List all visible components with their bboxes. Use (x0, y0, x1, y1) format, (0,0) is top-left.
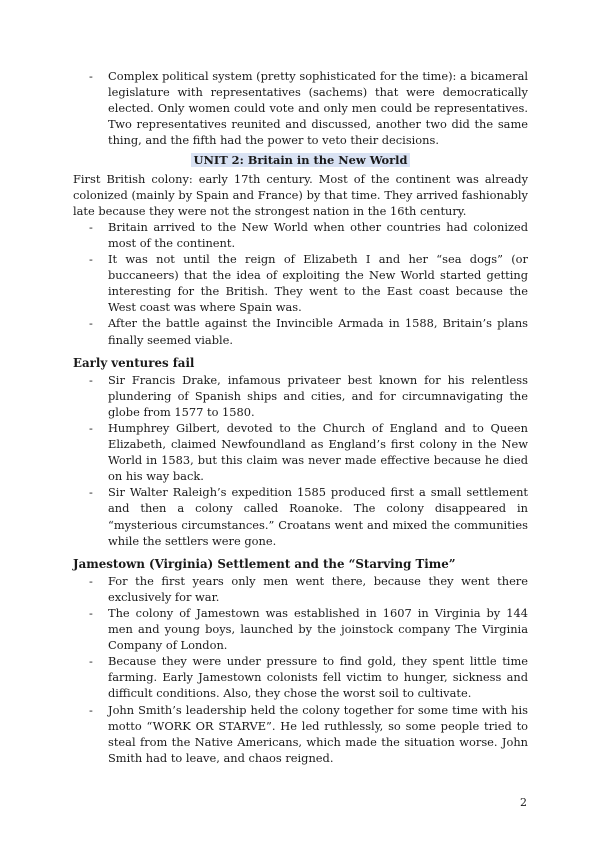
list-item: - Complex political system (pretty sophisticated for the time): a bicameral legislature with representatives (sachems) that were democratically elected. Only women could vote and only men could be representatives. Two representatives reunited and discussed, another two did the same thing, and the fifth had the power to veto their decisions. (73, 68, 528, 148)
unit-heading-text: UNIT 2: Britain in the New World (191, 153, 411, 167)
intro-bullet-list (73, 68, 528, 148)
list-item: - The colony of Jamestown was established in 1607 in Virginia by 144 men and young boys, launched by the joinstock company The Virginia Company of London. (73, 605, 528, 653)
page-number: 2 (520, 796, 527, 809)
document-page (73, 68, 528, 766)
list-item: - For the first years only men went there, because they went there exclusively for war. (73, 573, 528, 605)
list-item: - It was not until the reign of Elizabeth I and her “sea dogs” (or buccaneers) that the idea of exploiting the New World started getting interesting for the British. They went to the East coast because the West coast was where Spain was. (73, 251, 528, 315)
unit-intro-paragraph: First British colony: early 17th century. Most of the continent was already colonized (mainly by Spain and France) by that time. They arrived fashionably late because they were not the strongest nation in the 16th century. (73, 171, 528, 218)
list-item: - Britain arrived to the New World when other countries had colonized most of the continent. (73, 219, 528, 251)
list-item: - After the battle against the Invincible Armada in 1588, Britain’s plans finally seemed viable. (73, 315, 528, 347)
unit-heading (73, 152, 528, 168)
early-ventures-bullet-list (73, 372, 528, 549)
list-item: - Humphrey Gilbert, devoted to the Church of England and to Queen Elizabeth, claimed Newfoundland as England’s first colony in the New World in 1583, but this claim was never made effective because he died on his way back. (73, 420, 528, 484)
section-heading-jamestown: Jamestown (Virginia) Settlement and the “Starving Time” (73, 556, 456, 571)
list-item: - Because they were under pressure to find gold, they spent little time farming. Early Jamestown colonists fell victim to hunger, sickness and difficult conditions. Also, they chose the worst soil to cultivate. (73, 653, 528, 701)
list-item: - John Smith’s leadership held the colony together for some time with his motto “WORK OR STARVE”. He led ruthlessly, so some people tried to steal from the Native Americans, which made the situation worse. John Smith had to leave, and chaos reigned. (73, 702, 528, 766)
jamestown-bullet-list (73, 573, 528, 766)
list-item: - Sir Walter Raleigh’s expedition 1585 produced first a small settlement and then a colony called Roanoke. The colony disappeared in “mysterious circumstances.” Croatans went and mixed the communities while the settlers were gone. (73, 484, 528, 548)
section-heading-early-ventures: Early ventures fail (73, 355, 195, 370)
list-item: - Sir Francis Drake, infamous privateer best known for his relentless plundering of Spanish ships and cities, and for circumnavigating the globe from 1577 to 1580. (73, 372, 528, 420)
unit-bullet-list (73, 219, 528, 348)
